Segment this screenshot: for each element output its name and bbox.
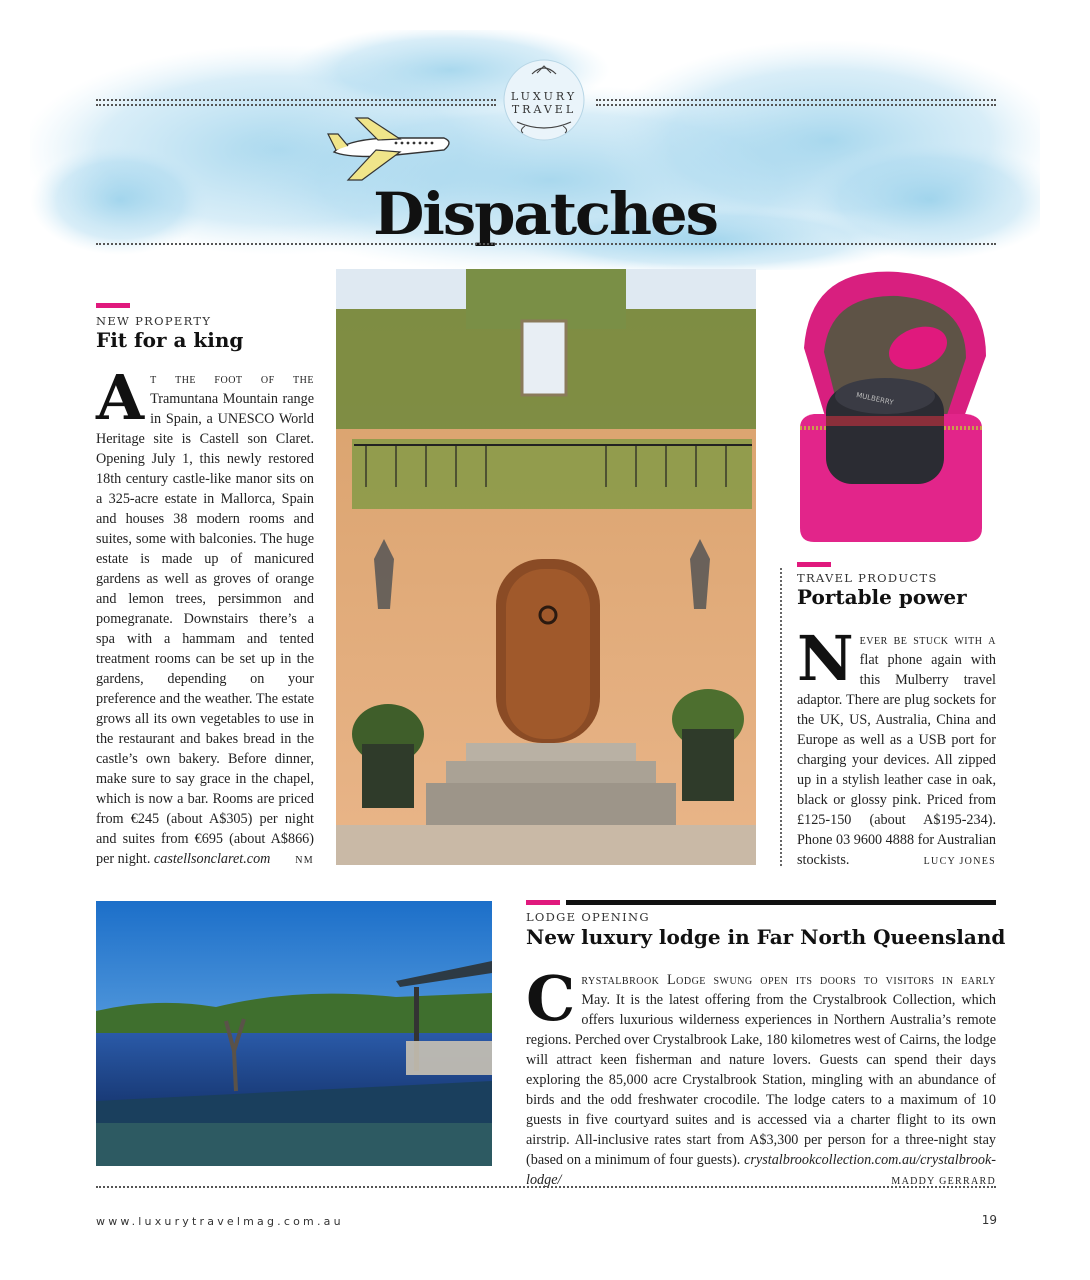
mulberry-adaptor-photo	[790, 266, 996, 550]
article2-credit: LUCY JONES	[923, 856, 996, 867]
article1-kicker: NEW PROPERTY	[96, 314, 212, 328]
article3-black-rule	[566, 900, 996, 905]
article2-dropcap: N	[797, 622, 854, 695]
adaptor-brand-label: MULBERRY	[855, 391, 895, 407]
footer-page-number: 19	[981, 1213, 997, 1227]
footer-dotted-rule	[96, 1186, 996, 1188]
article1-credit: NM	[295, 855, 314, 866]
article3-body	[526, 962, 997, 1192]
header-dotted-rule-left	[96, 99, 496, 101]
airplane-illustration-icon	[326, 112, 456, 184]
logo-word-luxury: LUXURY	[510, 90, 578, 103]
article2-dotted-divider	[780, 568, 782, 866]
article2-accent-bar	[797, 562, 831, 567]
article3-kicker: LODGE OPENING	[526, 910, 650, 924]
article2-headline: Portable power	[797, 585, 967, 609]
article3-credit: MADDY GERRARD	[891, 1176, 996, 1187]
article1-accent-bar	[96, 303, 130, 308]
castle-son-claret-photo	[336, 269, 756, 865]
article1-dropcap: A	[96, 361, 145, 434]
article2-body-text: flat phone again with this Mulberry travel adaptor. There are plug sockets for the UK, US, Australia, China and Europe as well as a USB port for charging your devices. All zipped up in a stylish leather case in oak, black or glossy pink. Priced from £125-150 (about A$195-234). Phone 03 9600 4888 for Australian stockists.	[797, 652, 996, 868]
article2-body	[797, 622, 996, 872]
article1-body	[96, 361, 314, 871]
title-dotted-rule	[96, 243, 996, 245]
article2-lead: ever be stuck with a	[859, 632, 996, 648]
page-title: Dispatches	[373, 180, 717, 248]
header-dotted-rule-right	[596, 99, 996, 101]
article3-dropcap: C	[526, 962, 576, 1035]
crystalbrook-lodge-photo	[96, 901, 492, 1166]
luxury-travel-logo	[497, 58, 591, 142]
article3-lead: rystalbrook Lodge swung open its doors to visitors in early	[581, 972, 996, 988]
article1-url[interactable]: castellsonclaret.com	[153, 851, 271, 867]
article3-body-text: May. It is the latest offering from the Crystalbrook Collection, which offers luxurious wilderness experiences in Northern Australia’s remote regions. Perched over Crystalbrook Lake, 180 kilometres west of Cairns, the lodge will attract keen fisherman and nature lovers. Guests can spend their days exploring the 85,000 acre Crystalbrook Station, mingling with an abundance of birds and the odd freshwater crocodile. The lodge caters to a maximum of 10 guests in five courtyard suites and is accessed via a charter flight to its own airstrip. All-inclusive rates start from A$3,300 per person for a three-night stay (based on a minimum of four guests).	[526, 992, 996, 1168]
logo-word-travel: TRAVEL	[511, 103, 577, 116]
article3-url[interactable]: crystalbrookcollection.com.au/crystalbrook-lodge/	[526, 1152, 997, 1188]
header-dotted-rule-left-2	[96, 104, 496, 106]
article3-accent-bar	[526, 900, 560, 905]
article2-kicker: TRAVEL PRODUCTS	[797, 571, 938, 585]
article3-headline: New luxury lodge in Far North Queensland	[526, 925, 1006, 949]
header-dotted-rule-right-2	[596, 104, 996, 106]
footer-website[interactable]: www.luxurytravelmag.com.au	[96, 1215, 344, 1228]
article1-headline: Fit for a king	[96, 328, 244, 352]
article1-body-text: Tramuntana Mountain range in Spain, a UNESCO World Heritage site is Castell son Claret. Opening July 1, this newly restored 18th century castle-like manor sits on a 325-acre estate in Mallorca, Spain and houses 38 modern rooms and suites, some with balconies. The huge estate is made up of manicured gardens as well as groves of orange and lemon trees, persimmon and pomegranate. Downstairs there’s a spa with a hammam and tented treatment rooms can be set up in the gardens, depending on your preference and the weather. The estate grows all its own vegetables to use in the restaurant and bakes bread in the castle’s own bakery. Before dinner, make sure to say grace in the chapel, which is now a bar. Rooms are priced from €245 (about A$305) per night and suites from €695 (about A$866) per night.	[96, 391, 314, 867]
article1-lead: t the foot of the	[150, 371, 314, 387]
